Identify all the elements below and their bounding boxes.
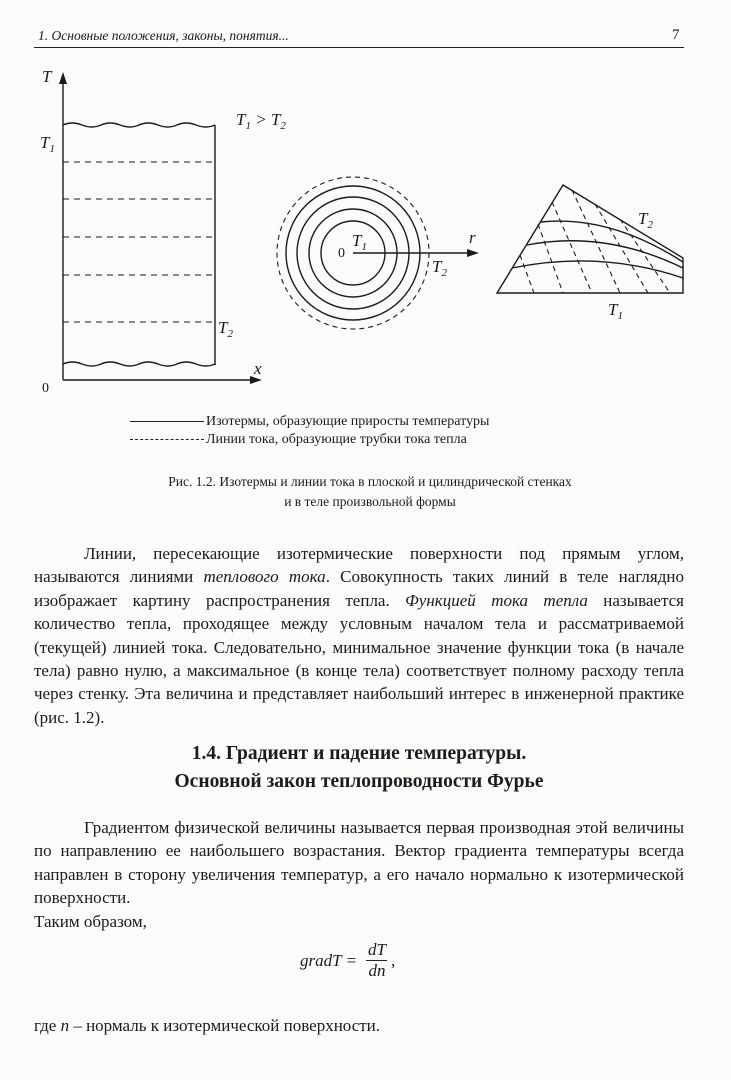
cylindrical-wall-diagram (277, 177, 479, 329)
cylinder-radius-arrow (467, 249, 479, 257)
paragraph-normal: где n – нормаль к изотермической поверхности. (34, 1016, 381, 1035)
paragraph-heat-flow: Линии, пересекающие изотермические поверхности под прямым углом, называются линиями теплового тока. Совокупность таких линий в теле наглядно изображает картину распространения тепла. Функцией тока тепла называется количество тепла, проходящее между условным началом тела и рассматриваемой (текущей) линией тока. Следовательно, минимальное значение функции тока (в начале тела) равно нулю, а максимальное (в конце тела) соответствует полному расходу тепла через стенку. Эта величина и представляет наибольший интерес в инженерной практике (рис. 1.2). (34, 544, 684, 727)
arbitrary-t2-label: $T_2$ (638, 209, 653, 231)
formula-numerator: dT (368, 940, 386, 959)
running-header-title: 1. Основные положения, законы, понятия... (38, 28, 289, 43)
legend-dashed-line (130, 439, 204, 440)
cylinder-t2-label: $T_2$ (432, 257, 447, 279)
formula-lhs: gradT = (300, 950, 357, 970)
cylinder-origin-label: 0 (338, 246, 345, 261)
plane-t1-label: $T_1$ (40, 133, 55, 155)
plane-axis-y-arrow (59, 72, 67, 84)
section-heading: 1.4. Градиент и падение температуры. Основной закон теплопроводности Фурье (174, 743, 544, 792)
cylinder-t1-label: $T_1$ (352, 231, 367, 253)
cylinder-radius-label: r (469, 228, 476, 247)
figure-caption: Рис. 1.2. Изотермы и линии тока в плоской и цилиндрической стенках и в теле произвольной формы (168, 474, 572, 509)
formula-trail: , (390, 950, 396, 970)
term-heat-flow: теплового тока (203, 567, 326, 587)
arbitrary-t1-label: $T_1$ (608, 300, 623, 322)
plane-origin-label: 0 (42, 381, 49, 396)
legend-flow-lines: Линии тока, образующие трубки тока тепла (130, 432, 467, 448)
term-heat-flow-function: Функцией тока тепла (405, 590, 588, 610)
formula-fraction (366, 940, 388, 981)
legend-solid-line (130, 421, 204, 422)
plane-axis-x-label: x (254, 359, 262, 378)
legend-isotherms: Изотермы, образующие приросты температуры (130, 414, 489, 430)
formula-denominator: dn (368, 961, 386, 980)
plane-axis-y-label: T (42, 67, 52, 86)
temperature-relation-label: $T_1 > T_2$ (236, 110, 286, 132)
plane-bottom-wavy-line (63, 362, 215, 366)
paragraph-lead: Таким образом, (34, 911, 147, 931)
gradient-formula (300, 940, 395, 981)
plane-t2-label: $T_2$ (218, 318, 233, 340)
plane-top-wavy-line (63, 123, 215, 127)
paragraph-gradient: Градиентом физической величины называется первая производная этой величины по направлению ее наибольшего возрастания. Вектор градиента температуры всегда направлен в сторону увеличения температур, а его начало нормально к изотермической поверхности. Таким образом, (34, 816, 684, 933)
arbitrary-body-diagram (497, 185, 683, 293)
page-number: 7 (672, 27, 680, 43)
plane-flow-lines (63, 162, 215, 322)
figure-isotherms-flow-lines (0, 0, 731, 400)
symbol-n: n (60, 1016, 70, 1035)
